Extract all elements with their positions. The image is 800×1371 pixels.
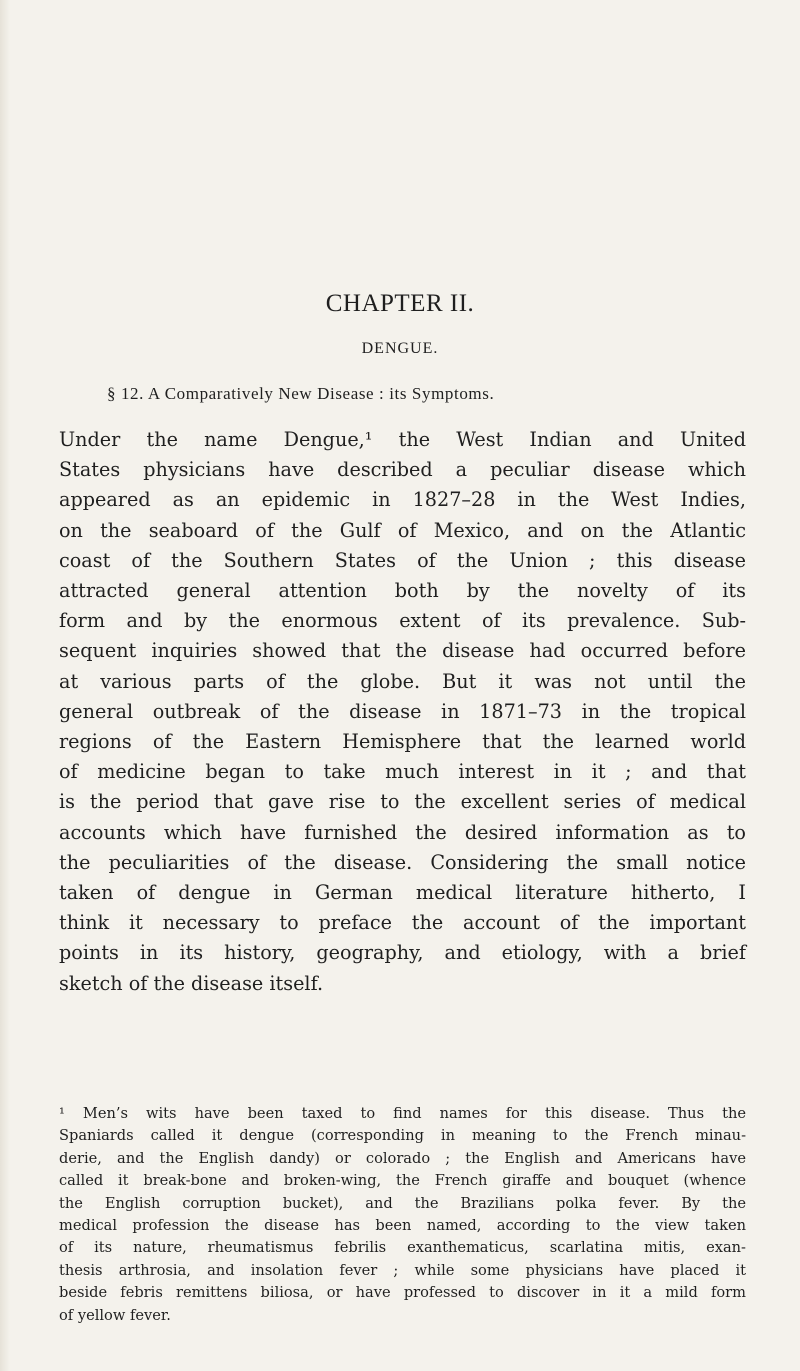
footnote-line: called it break-bone and broken-wing, the French giraffe and bouquet (whence xyxy=(59,1172,746,1190)
body-line: at various parts of the globe. But it was not until the xyxy=(59,669,746,693)
body-line: form and by the enormous extent of its prevalence. Sub- xyxy=(59,609,746,633)
body-line: sequent inquiries showed that the disease had occurred before xyxy=(59,639,746,663)
body-line: on the seaboard of the Gulf of Mexico, and on the Atlantic xyxy=(59,518,746,542)
body-line: think it necessary to preface the account of the important xyxy=(59,911,746,935)
footnote-line: medical profession the disease has been named, according to the view taken xyxy=(59,1217,746,1235)
body-line: accounts which have furnished the desired information as to xyxy=(59,820,746,844)
body-line: the peculiarities of the disease. Considering the small notice xyxy=(59,850,746,874)
body-line: is the period that gave rise to the excellent series of medical xyxy=(59,790,746,814)
footnote xyxy=(59,1103,746,1327)
footnote-line: of yellow fever. xyxy=(59,1306,171,1324)
body-line: taken of dengue in German medical literature hitherto, I xyxy=(59,881,746,905)
body-paragraph xyxy=(59,425,746,999)
footnote-line: the English corruption bucket), and the Brazilians polka fever. By the xyxy=(59,1194,746,1212)
body-line: of medicine began to take much interest in it ; and that xyxy=(59,760,746,784)
section-heading: § 12. A Comparatively New Disease : its Symptoms. xyxy=(107,384,495,403)
page-edge-shadow xyxy=(0,0,10,1371)
body-line: attracted general attention both by the novelty of its xyxy=(59,579,746,603)
body-line: general outbreak of the disease in 1871–73 in the tropical xyxy=(59,699,746,723)
footnote-line: thesis arthrosia, and insolation fever ; while some physicians have placed it xyxy=(59,1261,746,1279)
footnote-line: beside febris remittens biliosa, or have professed to discover in it a mild form xyxy=(59,1284,746,1302)
body-line: regions of the Eastern Hemisphere that the learned world xyxy=(59,730,746,754)
body-line: appeared as an epidemic in 1827–28 in the West Indies, xyxy=(59,488,746,512)
body-line: States physicians have described a peculiar disease which xyxy=(59,458,746,482)
chapter-title: CHAPTER II. xyxy=(325,290,475,317)
body-line: sketch of the disease itself. xyxy=(59,971,324,995)
footnote-line: of its nature, rheumatismus febrilis exanthematicus, scarlatina mitis, exan- xyxy=(59,1239,746,1257)
body-line: Under the name Dengue,¹ the West Indian and United xyxy=(59,428,746,451)
footnote-line: ¹ Men’s wits have been taxed to find names for this disease. Thus the xyxy=(59,1105,746,1122)
chapter-subject: DENGUE. xyxy=(361,340,439,357)
body-line: points in its history, geography, and etiology, with a brief xyxy=(59,941,746,965)
footnote-line: derie, and the English dandy) or colorado ; the English and Americans have xyxy=(59,1149,746,1167)
body-line: coast of the Southern States of the Union ; this disease xyxy=(59,548,746,572)
footnote-line: Spaniards called it dengue (corresponding in meaning to the French minau- xyxy=(59,1127,746,1145)
